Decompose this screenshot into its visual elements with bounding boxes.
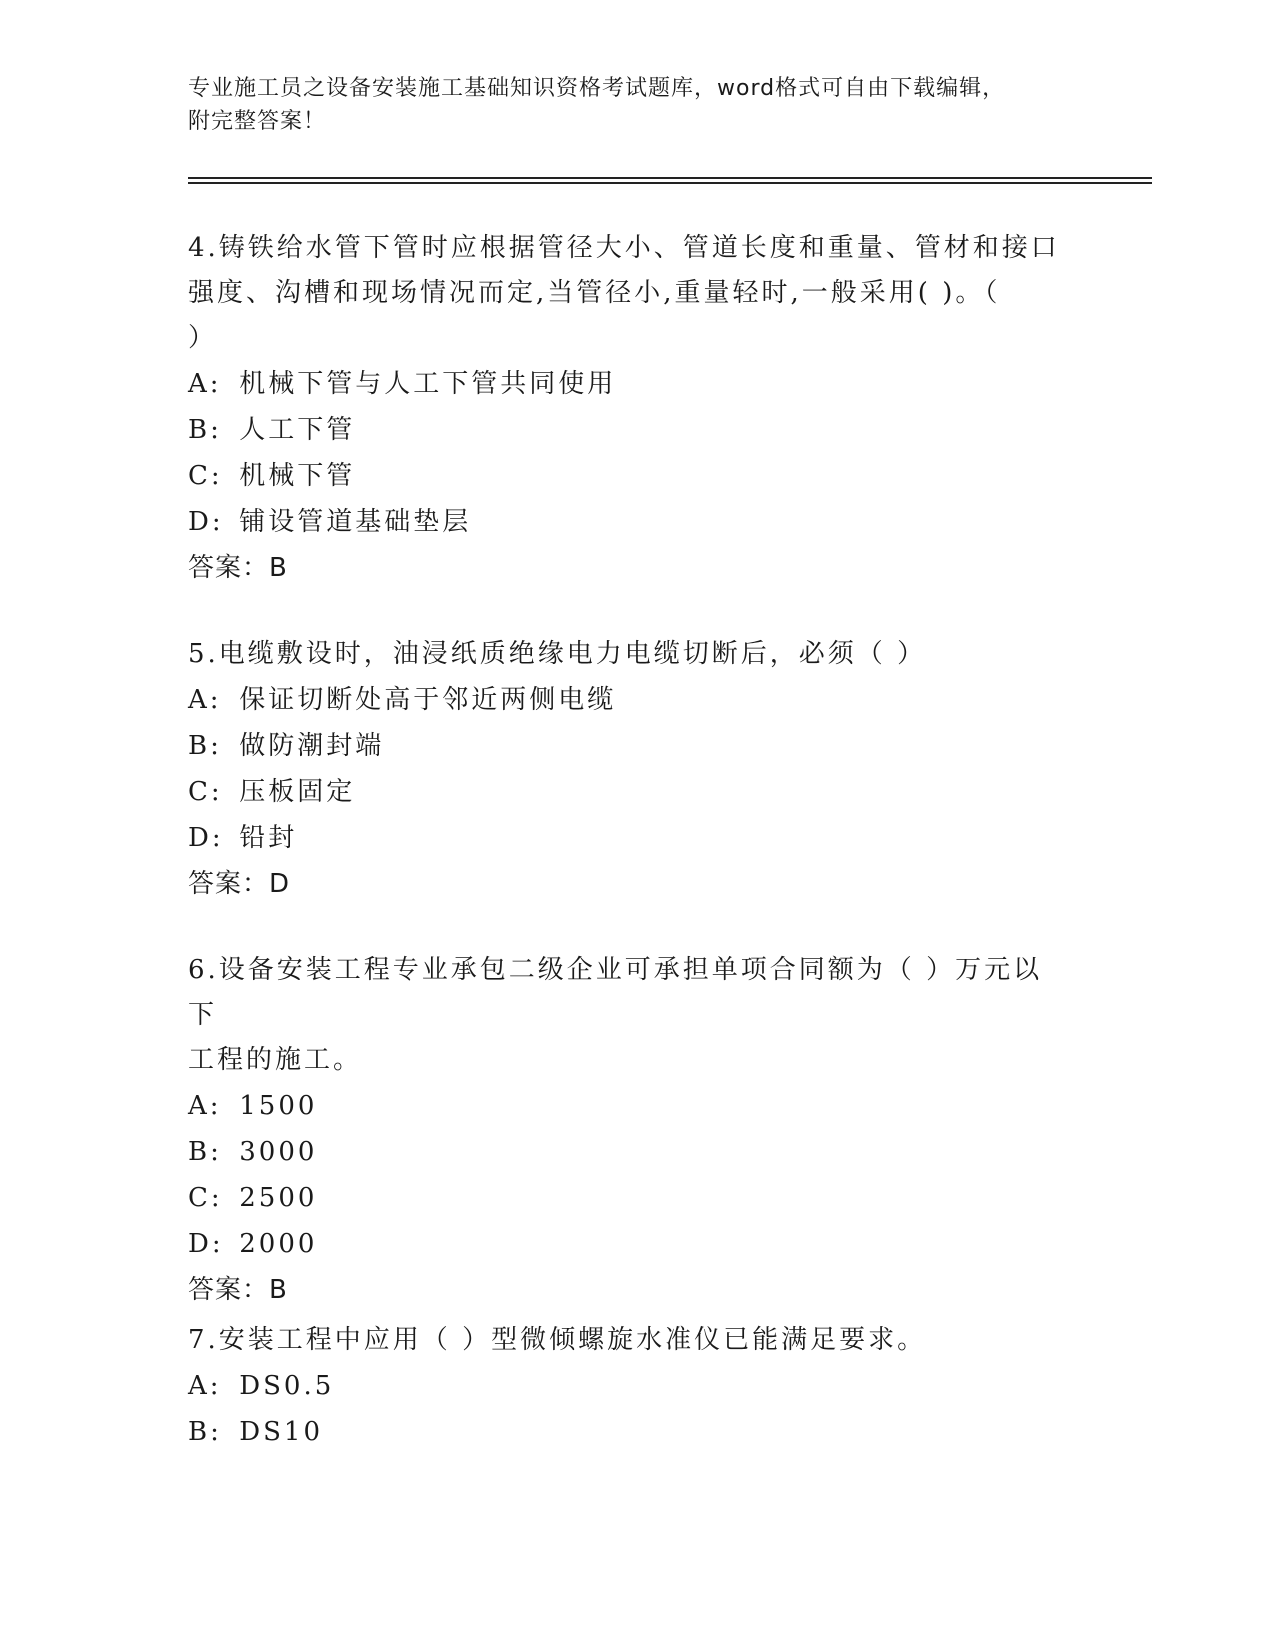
option-key: A: [188, 1371, 222, 1401]
option-d [188, 499, 1068, 545]
option-text: 2500 [239, 1183, 318, 1213]
question-stem-line: 6.设备安装工程专业承包二级企业可承担单项合同额为（ ）万元以下 [188, 955, 1043, 1030]
option-text: 保证切断处高于邻近两侧电缆 [239, 685, 617, 715]
option-text: 3000 [239, 1137, 318, 1167]
option-text: DS0.5 [239, 1371, 335, 1401]
document-header [188, 72, 1068, 138]
question-4 [188, 226, 1068, 591]
option-text: 1500 [239, 1091, 318, 1121]
option-a [188, 677, 1068, 723]
option-key: A: [188, 1091, 222, 1121]
question-stem-line: ） [188, 323, 218, 353]
header-line-2: 附完整答案！ [188, 109, 327, 134]
option-key: B: [188, 731, 222, 761]
answer-line: 答案：B [188, 553, 288, 583]
option-key: A: [188, 685, 222, 715]
header-line-1: 专业施工员之设备安装施工基础知识资格考试题库，word格式可自由下载编辑， [188, 76, 1006, 101]
option-c [188, 1175, 1068, 1221]
option-key: B: [188, 415, 222, 445]
option-text: 人工下管 [239, 415, 356, 445]
option-a [188, 1083, 1068, 1129]
option-text: 铺设管道基础垫层 [239, 507, 472, 537]
option-key: C: [188, 461, 223, 491]
option-key: C: [188, 777, 223, 807]
question-stem-line: 7.安装工程中应用（ ）型微倾螺旋水准仪已能满足要求。 [188, 1325, 927, 1355]
answer-line: 答案：D [188, 869, 291, 899]
question-stem-line: 5.电缆敷设时，油浸纸质绝缘电力电缆切断后，必须（ ） [188, 639, 927, 669]
option-b [188, 1129, 1068, 1175]
question-stem-line: 4.铸铁给水管下管时应根据管径大小、管道长度和重量、管材和接口 [188, 233, 1060, 263]
option-c [188, 769, 1068, 815]
question-stem-line: 强度、沟槽和现场情况而定,当管径小,重量轻时,一般采用( )。（ [188, 278, 1001, 308]
option-key: B: [188, 1417, 222, 1447]
option-text: DS10 [239, 1417, 324, 1447]
header-divider-top [188, 177, 1152, 179]
question-stem-line: 工程的施工。 [188, 1045, 363, 1075]
option-key: C: [188, 1183, 223, 1213]
question-6 [188, 948, 1068, 1313]
option-key: D: [188, 823, 224, 853]
option-b [188, 407, 1068, 453]
option-a [188, 361, 1068, 407]
option-text: 铅封 [239, 823, 298, 853]
option-key: A: [188, 369, 222, 399]
answer-line: 答案：B [188, 1275, 288, 1305]
option-d [188, 1221, 1068, 1267]
header-divider-bottom [188, 182, 1152, 184]
question-7 [188, 1318, 1068, 1455]
option-text: 2000 [239, 1229, 318, 1259]
option-key: B: [188, 1137, 222, 1167]
option-key: D: [188, 1229, 224, 1259]
option-b [188, 1409, 1068, 1455]
option-text: 压板固定 [239, 777, 356, 807]
option-text: 机械下管 [239, 461, 356, 491]
option-a [188, 1363, 1068, 1409]
option-b [188, 723, 1068, 769]
option-c [188, 453, 1068, 499]
option-text: 做防潮封端 [239, 731, 385, 761]
question-5 [188, 632, 1068, 907]
option-key: D: [188, 507, 224, 537]
option-d [188, 815, 1068, 861]
option-text: 机械下管与人工下管共同使用 [239, 369, 617, 399]
